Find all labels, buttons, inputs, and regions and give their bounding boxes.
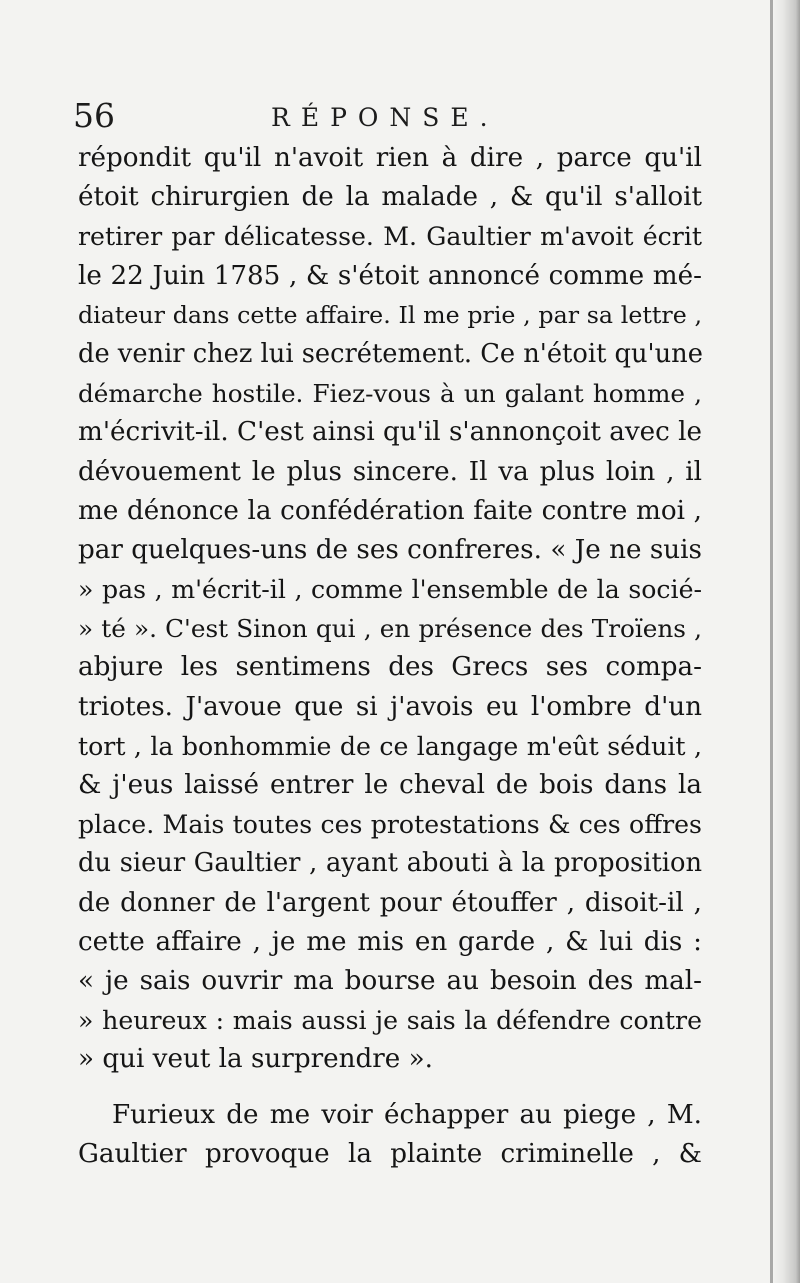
page-header (73, 96, 713, 136)
text-line: de donner de l'argent pour étouffer , disoit-il , (78, 887, 702, 918)
page-number: 56 (73, 96, 115, 135)
text-line: Gaultier provoque la plainte criminelle , & (78, 1138, 702, 1169)
text-line: retirer par délicatesse. M. Gaultier m'avoit écrit (78, 222, 702, 252)
text-line: tort , la bonhommie de ce langage m'eût séduit , (78, 731, 702, 761)
text-line: étoit chirurgien de la malade , & qu'il s'alloit (78, 182, 702, 213)
text-line: » té ». C'est Sinon qui , en présence des Troïens , (78, 614, 702, 644)
text-line: & j'eus laissé entrer le cheval de bois dans la (78, 770, 702, 800)
text-line: diateur dans cette affaire. Il me prie , par sa lettre , (78, 300, 702, 329)
text-line: cette affaire , je me mis en garde , & lui dis : (78, 926, 702, 957)
running-title: RÉPONSE. (271, 103, 499, 132)
text-line: me dénonce la confédération faite contre moi , (78, 495, 702, 526)
text-line: de venir chez lui secrétement. Ce n'étoit qu'une (78, 338, 703, 369)
text-line: abjure les sentimens des Grecs ses compa- (78, 652, 702, 683)
text-line: » pas , m'écrit-il , comme l'ensemble de la socié- (78, 575, 702, 605)
text-line: place. Mais toutes ces protestations & ces offres (78, 810, 702, 840)
text-line: dévouement le plus sincere. Il va plus loin , il (78, 456, 702, 487)
text-line: « je sais ouvrir ma bourse au besoin des mal- (78, 965, 702, 996)
body-text (78, 139, 702, 1174)
text-line: répondit qu'il n'avoit rien à dire , parce qu'il (78, 143, 702, 173)
text-line: Furieux de me voir échapper au piege , M. (112, 1099, 702, 1130)
text-line: par quelques-uns de ses confreres. « Je ne suis (78, 534, 702, 565)
text-line: du sieur Gaultier , ayant abouti à la proposition (78, 848, 702, 879)
page-edge (770, 0, 773, 1283)
text-line: » heureux : mais aussi je sais la défendre contre (78, 1006, 702, 1036)
text-line: » qui veut la surprendre ». (78, 1044, 433, 1075)
text-line: démarche hostile. Fiez-vous à un galant homme , (78, 379, 702, 409)
text-line: le 22 Juin 1785 , & s'étoit annoncé comme mé- (78, 260, 702, 291)
text-line: m'écrivit-il. C'est ainsi qu'il s'annonçoit avec le (78, 417, 702, 448)
text-line: triotes. J'avoue que si j'avois eu l'ombre d'un (78, 691, 702, 722)
